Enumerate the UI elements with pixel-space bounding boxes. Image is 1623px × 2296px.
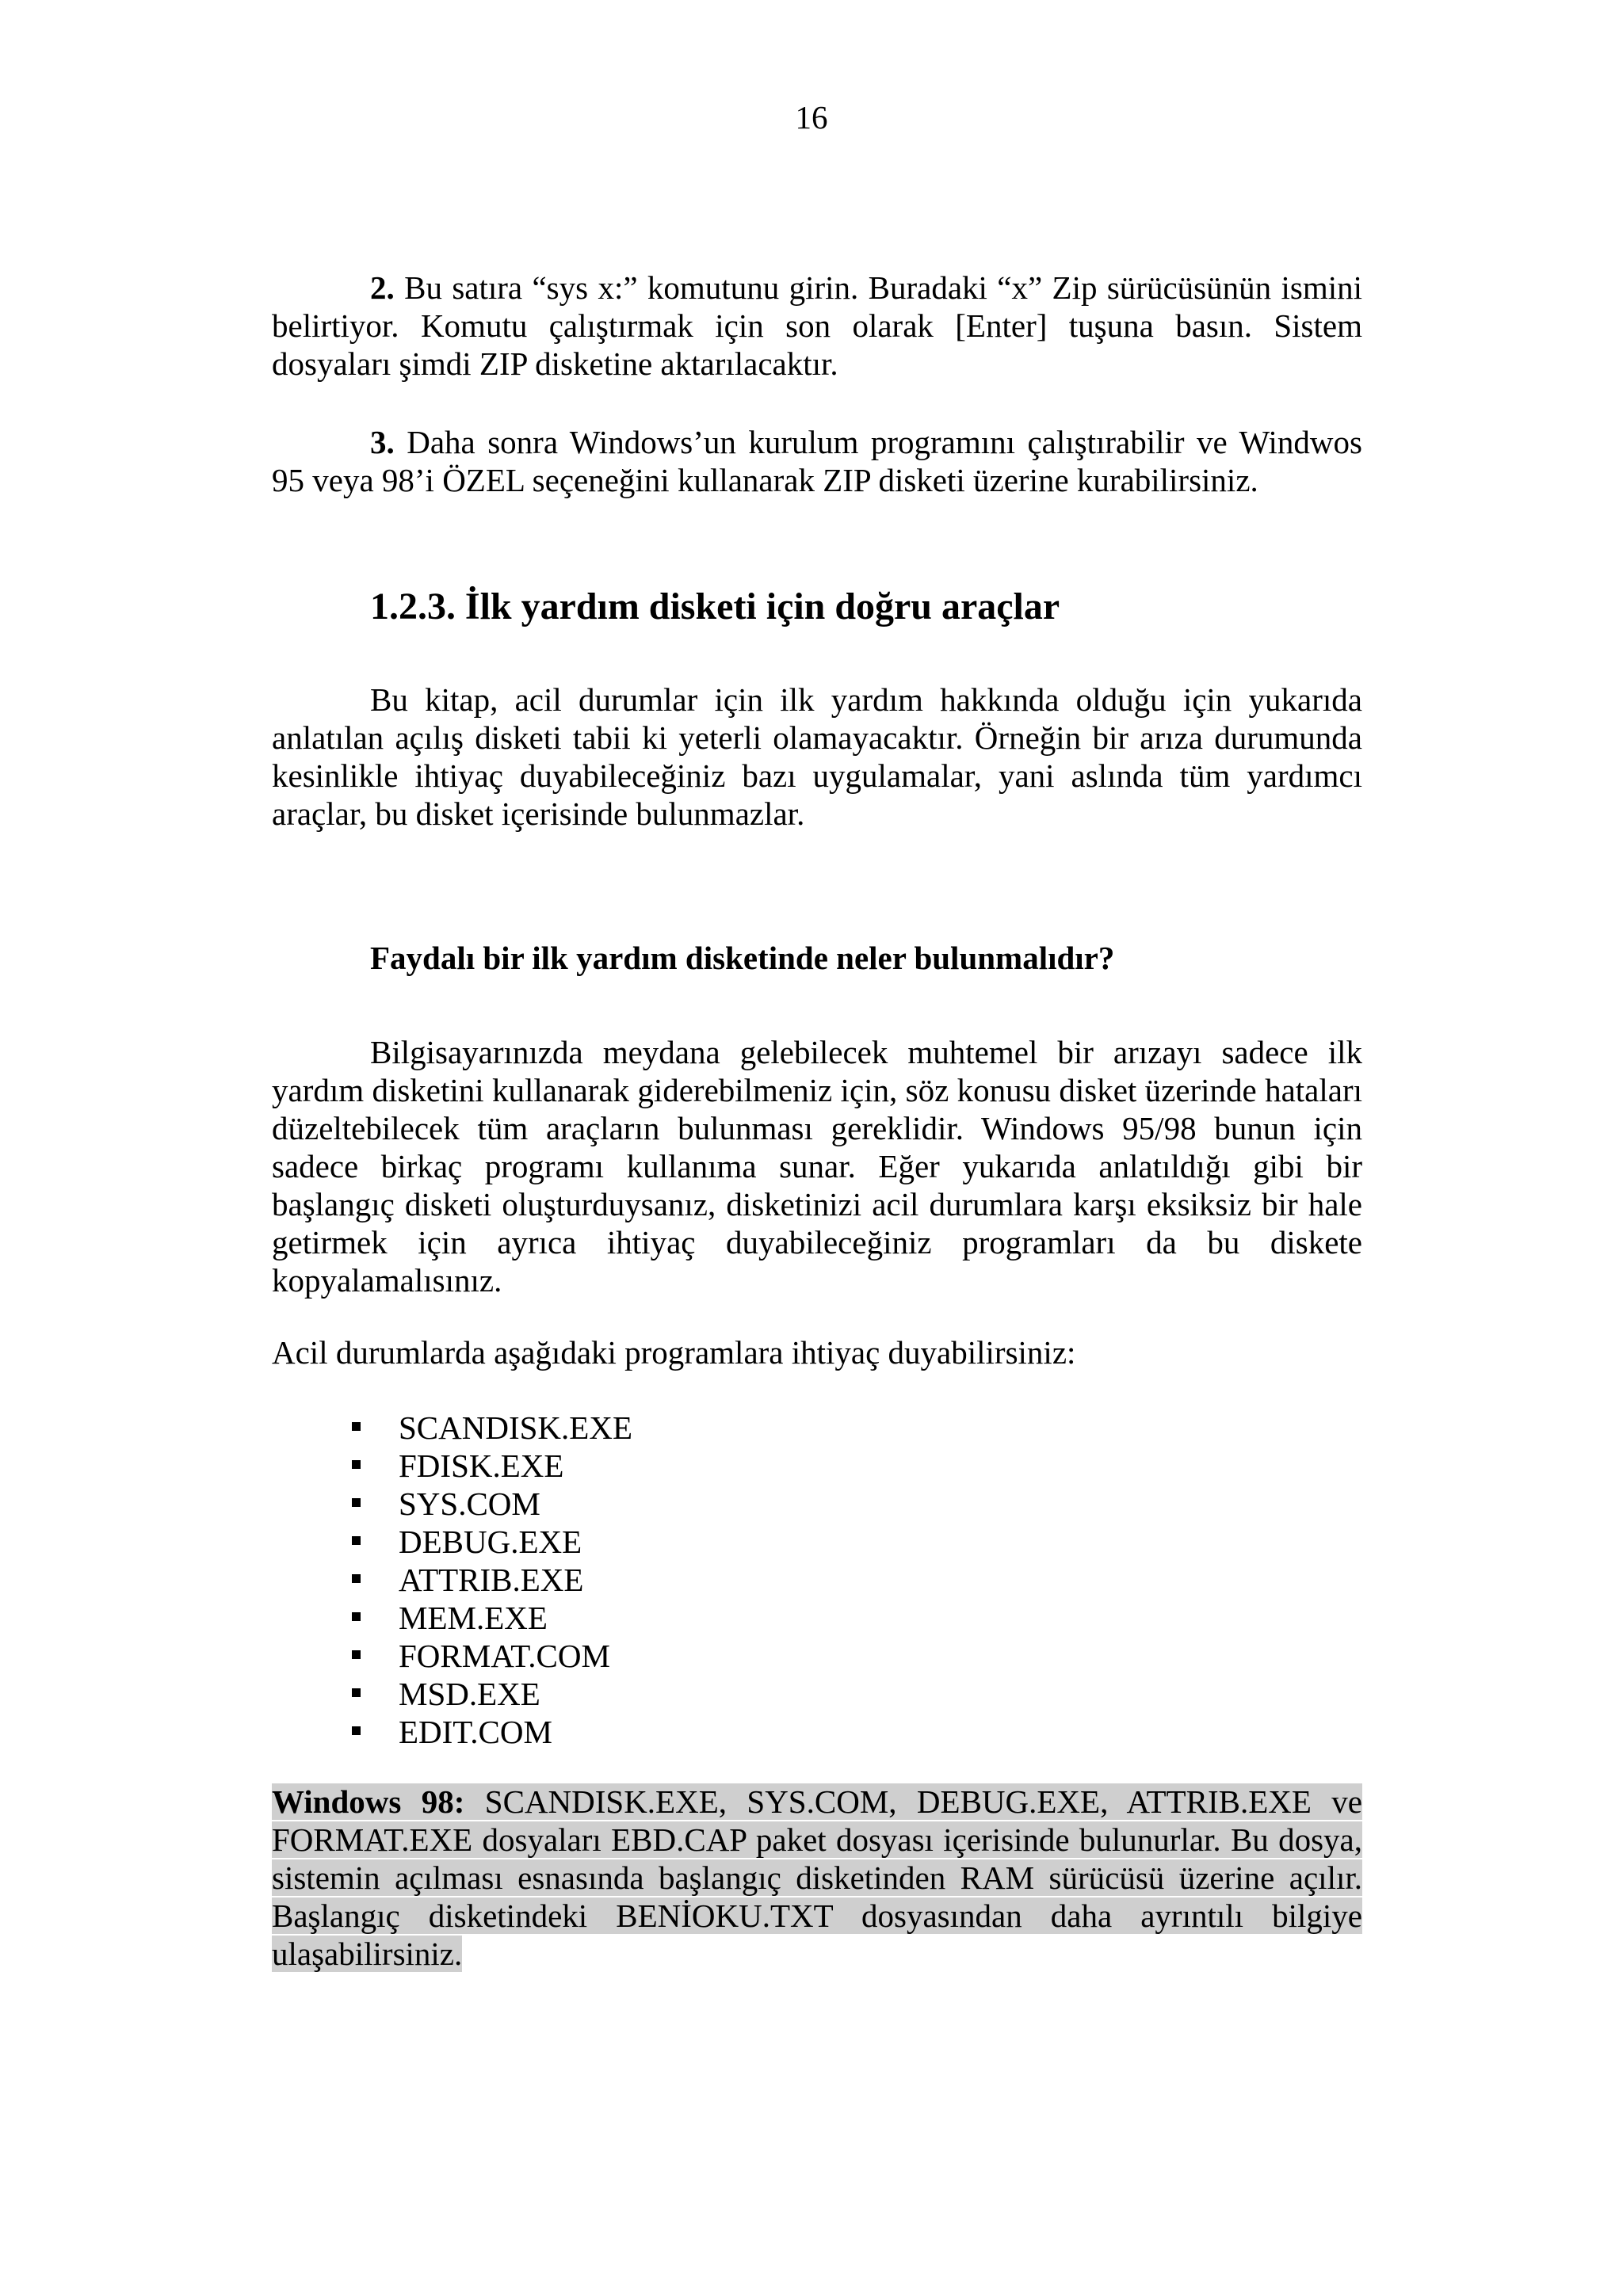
note-text: SCANDISK.EXE, SYS.COM, DEBUG.EXE, ATTRIB.EXE ve FORMAT.EXE dosyaları EBD.CAP paket dosyası içerisinde bulunurlar. Bu dosya, sistemin açılması esnasında başlangıç disketinden RAM sürücüsü üzerine açılır. Başlangıç disketindeki BENİOKU.TXT dosyasından daha ayrıntılı bilgiye ulaşabilirsiniz.: [272, 1783, 1362, 1972]
list-item: FDISK.EXE: [272, 1447, 632, 1485]
list-item: ATTRIB.EXE: [272, 1561, 632, 1599]
program-list: [272, 1409, 632, 1751]
sub-heading: Faydalı bir ilk yardım disketinde neler bulunmalıdır?: [370, 940, 1115, 976]
paragraph-step-3: [272, 423, 1362, 499]
list-item: SYS.COM: [272, 1485, 632, 1523]
bullet-square-icon: [352, 1422, 361, 1431]
paragraph-list-intro: Acil durumlarda aşağıdaki programlara ihtiyaç duyabilirsiniz:: [272, 1334, 1076, 1371]
bullet-square-icon: [352, 1460, 361, 1469]
paragraph-text: Daha sonra Windows’un kurulum programını çalıştırabilir ve Windwos 95 veya 98’i ÖZEL seçeneğini kullanarak ZIP disketi üzerine kurabilirsiniz.: [272, 424, 1362, 498]
highlighted-note: [272, 1783, 1362, 1972]
windows98-note: [272, 1783, 1362, 1973]
list-item: MSD.EXE: [272, 1675, 632, 1713]
section-heading: 1.2.3. İlk yardım disketi için doğru araçlar: [370, 585, 1060, 627]
paragraph-step-2: [272, 269, 1362, 383]
paragraph-intro: Bu kitap, acil durumlar için ilk yardım hakkında olduğu için yukarıda anlatılan açılış disketi tabii ki yeterli olamayacaktır. Örneğin bir arıza durumunda kesinlikle ihtiyaç duyabileceğiniz bazı uygulamalar, yani aslında tüm yardımcı araçlar, bu disket içerisinde bulunmazlar.: [272, 681, 1362, 832]
note-label: Windows 98:: [272, 1783, 465, 1820]
list-item: EDIT.COM: [272, 1713, 632, 1751]
list-item: FORMAT.COM: [272, 1637, 632, 1675]
paragraph-text: Bu satıra “sys x:” komutunu girin. Buradaki “x” Zip sürücüsünün ismini belirtiyor. Komutu çalıştırmak için son olarak [Enter] tuşuna basın. Sistem dosyaları şimdi ZIP disketine aktarılacaktır.: [272, 269, 1362, 382]
bullet-square-icon: [352, 1498, 361, 1507]
bullet-square-icon: [352, 1574, 361, 1583]
bullet-square-icon: [352, 1726, 361, 1735]
bullet-square-icon: [352, 1650, 361, 1659]
list-item: DEBUG.EXE: [272, 1523, 632, 1561]
bullet-square-icon: [352, 1688, 361, 1697]
step-number: 3.: [370, 424, 395, 460]
list-item: SCANDISK.EXE: [272, 1409, 632, 1447]
bullet-square-icon: [352, 1536, 361, 1545]
step-number: 2.: [370, 269, 395, 306]
bullet-square-icon: [352, 1612, 361, 1621]
page-number: 16: [795, 99, 828, 135]
paragraph-explanation: Bilgisayarınızda meydana gelebilecek muhtemel bir arızayı sadece ilk yardım disketini kullanarak giderebilmeniz için, söz konusu disket üzerinde hataları düzeltebilecek tüm araçların bulunması gereklidir. Windows 95/98 bunun için sadece birkaç programı kullanıma sunar. Eğer yukarıda anlatıldığı gibi bir başlangıç disketi oluşturduysanız, disketinizi acil durumlara karşı eksiksiz bir hale getirmek için ayrıca ihtiyaç duyabileceğiniz programları da bu diskete kopyalamalısınız.: [272, 1034, 1362, 1299]
list-item: MEM.EXE: [272, 1599, 632, 1637]
